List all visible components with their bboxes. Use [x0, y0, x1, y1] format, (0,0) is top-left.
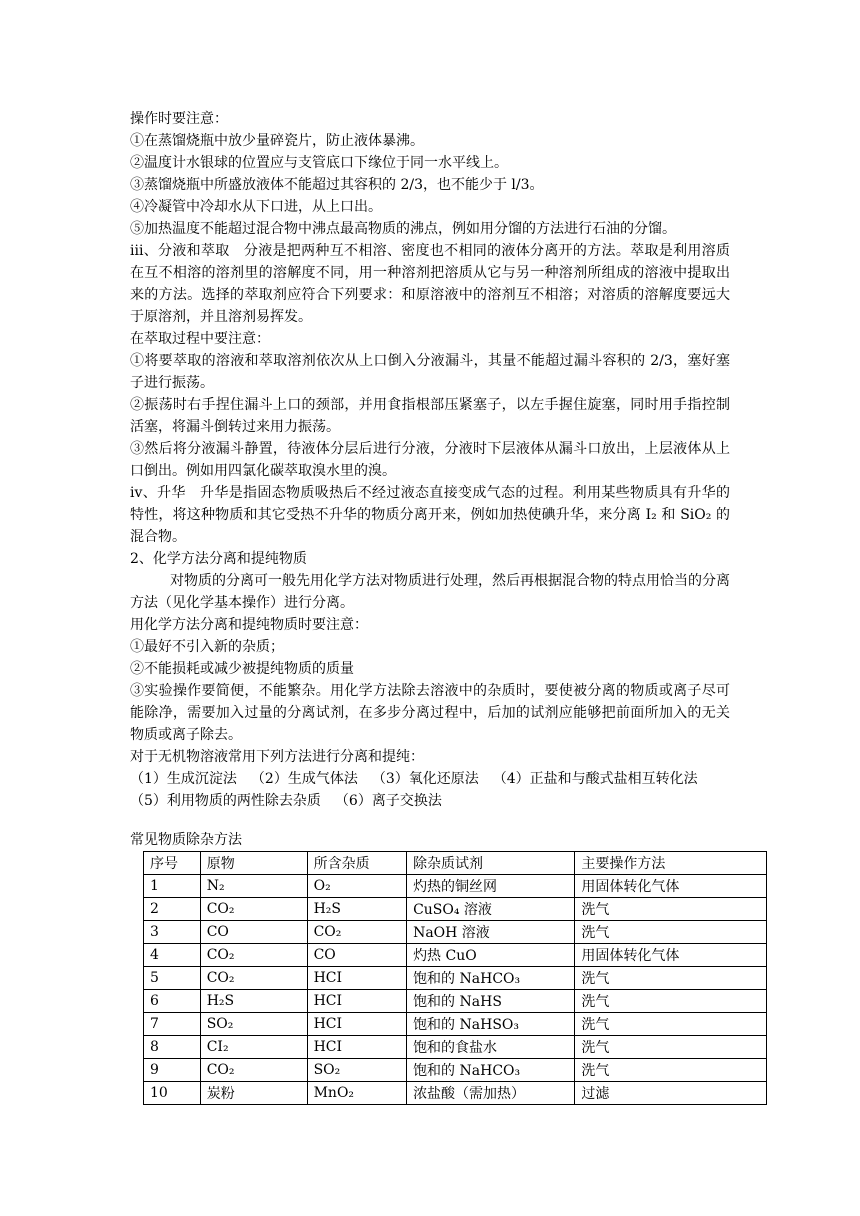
table-cell: 3 — [144, 921, 201, 944]
inorganic-intro: 对于无机物溶液常用下列方法进行分离和提纯： — [130, 749, 424, 765]
table-cell: CO — [307, 944, 406, 967]
extraction-title: 在萃取过程中要注意： — [130, 331, 270, 347]
document-body — [130, 108, 730, 812]
method-item: （1）生成沉淀法 — [130, 771, 237, 787]
table-cell: SO₂ — [307, 1059, 406, 1082]
table-cell: 饱和的食盐水 — [407, 1036, 575, 1059]
header-cell: 除杂质试剂 — [407, 852, 575, 875]
table-row — [144, 1036, 767, 1059]
table-body — [144, 875, 767, 1105]
table-cell: CO₂ — [200, 967, 307, 990]
table-cell: 10 — [144, 1082, 201, 1105]
extraction-note: ①将要萃取的溶液和萃取溶剂依次从上口倒入分液漏斗，其量不能超过漏斗容积的 2/3，塞好塞子进行振荡。 — [130, 353, 730, 391]
table-cell: SO₂ — [200, 1013, 307, 1036]
table-cell: H₂S — [200, 990, 307, 1013]
table-cell: CO₂ — [200, 1059, 307, 1082]
distill-note: ③蒸馏烧瓶中所盛放液体不能超过其容积的 2/3，也不能少于 l/3。 — [130, 177, 544, 193]
chem-notes-title: 用化学方法分离和提纯物质时要注意： — [130, 617, 368, 633]
method-item: （2）生成气体法 — [250, 771, 358, 787]
table-cell: N₂ — [200, 875, 307, 898]
table-cell: CuSO₄ 溶液 — [407, 898, 575, 921]
table-row — [144, 944, 767, 967]
table-cell: 用固体转化气体 — [575, 944, 767, 967]
table-row — [144, 990, 767, 1013]
table-cell: HCI — [307, 1013, 406, 1036]
method-item: （6）离子交换法 — [334, 793, 442, 809]
table-header-row — [144, 852, 767, 875]
methods-list — [130, 768, 730, 812]
table-cell: 灼热 CuO — [407, 944, 575, 967]
table-row — [144, 1082, 767, 1105]
table-cell: 2 — [144, 898, 201, 921]
extraction-note: ③然后将分液漏斗静置，待液体分层后进行分液，分液时下层液体从漏斗口放出，上层液体从上口倒出。例如用四氯化碳萃取溴水里的溴。 — [130, 441, 730, 479]
table-row — [144, 921, 767, 944]
section2-paragraph: 对物质的分离可一般先用化学方法对物质进行处理，然后再根据混合物的特点用恰当的分离方法（见化学基本操作）进行分离。 — [130, 573, 730, 611]
table-cell: 过滤 — [575, 1082, 767, 1105]
distill-note: ⑤加热温度不能超过混合物中沸点最高物质的沸点，例如用分馏的方法进行石油的分馏。 — [130, 221, 676, 237]
table-row — [144, 875, 767, 898]
table-cell: 洗气 — [575, 1059, 767, 1082]
table-cell: 7 — [144, 1013, 201, 1036]
table-cell: MnO₂ — [307, 1082, 406, 1105]
intro-title: 操作时要注意： — [130, 111, 228, 127]
table-cell: CO₂ — [307, 921, 406, 944]
table-cell: 浓盐酸（需加热） — [407, 1082, 575, 1105]
method-item: （5）利用物质的两性除去杂质 — [130, 793, 321, 809]
chem-note: ①最好不引入新的杂质； — [130, 639, 284, 655]
header-cell: 所含杂质 — [307, 852, 406, 875]
table-cell: 洗气 — [575, 990, 767, 1013]
table-cell: H₂S — [307, 898, 406, 921]
table-cell: 洗气 — [575, 921, 767, 944]
table-row — [144, 1059, 767, 1082]
table-cell: CO — [200, 921, 307, 944]
extraction-note: ②振荡时右手捏住漏斗上口的颈部，并用食指根部压紧塞子，以左手握住旋塞，同时用手指控制活塞，将漏斗倒转过来用力振荡。 — [130, 397, 730, 435]
table-cell: HCI — [307, 967, 406, 990]
table-cell: 炭粉 — [200, 1082, 307, 1105]
distill-note: ④冷凝管中冷却水从下口进，从上口出。 — [130, 199, 382, 215]
table-cell: CO₂ — [200, 944, 307, 967]
table-cell: 8 — [144, 1036, 201, 1059]
table-cell: 5 — [144, 967, 201, 990]
method-item: （3）氧化还原法 — [371, 771, 479, 787]
table-cell: HCI — [307, 990, 406, 1013]
chem-note: ②不能损耗或减少被提纯物质的质量 — [130, 661, 354, 677]
table-cell: O₂ — [307, 875, 406, 898]
table-cell: 洗气 — [575, 898, 767, 921]
table-cell: HCI — [307, 1036, 406, 1059]
table-cell: 灼热的铜丝网 — [407, 875, 575, 898]
header-cell: 原物 — [200, 852, 307, 875]
extraction-paragraph: iii、分液和萃取 分液是把两种互不相溶、密度也不相同的液体分离开的方法。萃取是利用溶质在互不相溶的溶剂里的溶解度不同，用一种溶剂把溶质从它与另一种溶剂所组成的溶液中提取出来的方法。选择的萃取剂应符合下列要求：和原溶液中的溶剂互不相溶；对溶质的溶解度要远大于原溶剂，并且溶剂易挥发。 — [130, 243, 730, 325]
table-cell: CI₂ — [200, 1036, 307, 1059]
table-row — [144, 1013, 767, 1036]
table-cell: NaOH 溶液 — [407, 921, 575, 944]
impurity-removal-table — [143, 851, 767, 1105]
header-cell: 主要操作方法 — [575, 852, 767, 875]
table-cell: 6 — [144, 990, 201, 1013]
table-cell: 用固体转化气体 — [575, 875, 767, 898]
distill-note: ①在蒸馏烧瓶中放少量碎瓷片，防止液体暴沸。 — [130, 133, 424, 149]
table-cell: 洗气 — [575, 967, 767, 990]
table-cell: 饱和的 NaHCO₃ — [407, 967, 575, 990]
table-row — [144, 898, 767, 921]
table-cell: 饱和的 NaHS — [407, 990, 575, 1013]
table-cell: 饱和的 NaHSO₃ — [407, 1013, 575, 1036]
method-item: （4）正盐和与酸式盐相互转化法 — [492, 771, 698, 787]
header-cell: 序号 — [144, 852, 201, 875]
table-cell: 1 — [144, 875, 201, 898]
table-cell: 洗气 — [575, 1036, 767, 1059]
table-cell: CO₂ — [200, 898, 307, 921]
section2-title: 2、化学方法分离和提纯物质 — [130, 551, 307, 567]
distill-note: ②温度计水银球的位置应与支管底口下缘位于同一水平线上。 — [130, 155, 508, 171]
table-caption: 常见物质除杂方法 — [130, 832, 242, 848]
table-cell: 9 — [144, 1059, 201, 1082]
table-cell: 洗气 — [575, 1013, 767, 1036]
table-cell: 4 — [144, 944, 201, 967]
table-cell: 饱和的 NaHCO₃ — [407, 1059, 575, 1082]
chem-note: ③实验操作要简便，不能繁杂。用化学方法除去溶液中的杂质时，要使被分离的物质或离子尽可能除净，需要加入过量的分离试剂，在多步分离过程中，后加的试剂应能够把前面所加入的无关物质或离子除去。 — [130, 683, 730, 743]
sublimation-paragraph: iv、升华 升华是指固态物质吸热后不经过液态直接变成气态的过程。利用某些物质具有升华的特性，将这种物质和其它受热不升华的物质分离开来，例如加热使碘升华，来分离 I₂ 和 SiO₂ 的混合物。 — [130, 485, 730, 545]
table-row — [144, 967, 767, 990]
